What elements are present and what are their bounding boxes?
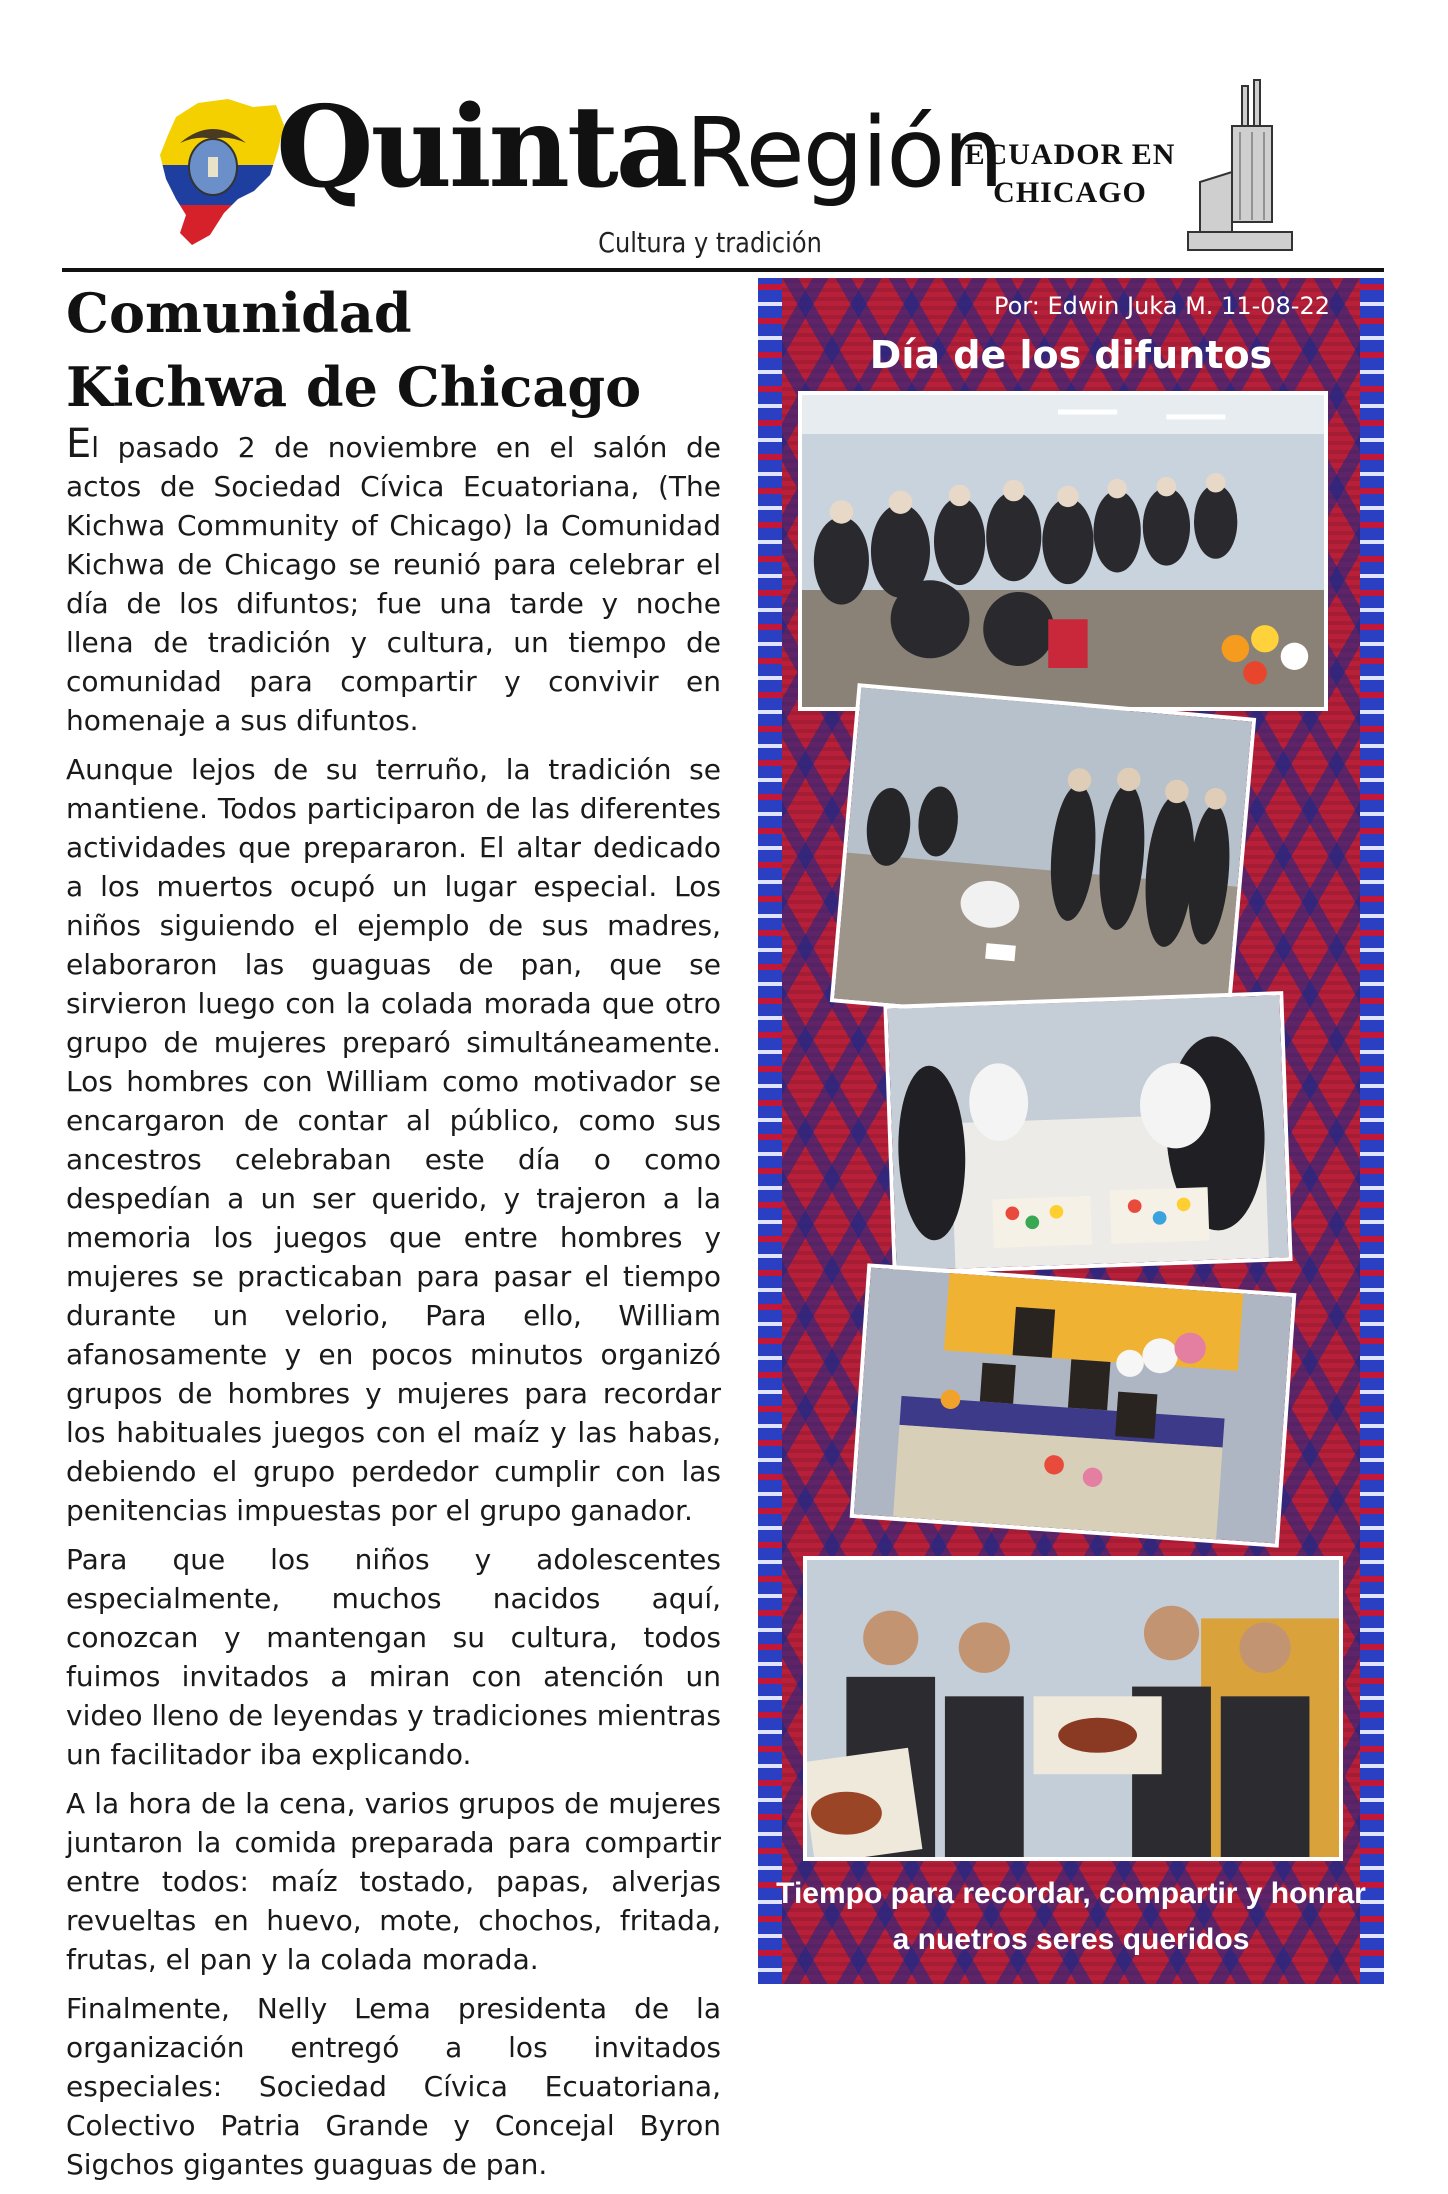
photo-altar (850, 1263, 1297, 1547)
panel-title: Día de los difuntos (869, 333, 1273, 377)
article-paragraph-5: Finalmente, Nelly Lema presidenta de la organización entregó a los invitados especiales: Sociedad Cívica Ecuatoriana, Colectivo Patria Grande y Concejal Byron Sigchos gigantes guaguas de pan. (66, 1992, 721, 2181)
caption-line-1: Tiempo para recordar, compartir y honrar (776, 1877, 1366, 1910)
headline-line-2: Kichwa de Chicago (66, 355, 642, 419)
woven-border-right (1360, 278, 1384, 1984)
article-paragraph-3: Para que los niños y adolescentes especialmente, muchos nacidos aquí, conozcan y mantengan su cultura, todos fuimos invitados a miran con atención un video lleno de leyendas y tradiciones mientras un facilitador iba explicando. (66, 1543, 721, 1771)
chicago-tower-icon (1180, 72, 1300, 257)
brand-bold: Quinta (276, 82, 686, 213)
ecuador-map-flag-logo (158, 95, 288, 250)
tagline: Cultura y tradición (598, 226, 822, 259)
masthead (0, 0, 1448, 275)
photo-bread-making (883, 991, 1292, 1275)
byline: Por: Edwin Juka M. 11-08-22 (994, 292, 1330, 320)
masthead-rule (62, 268, 1384, 272)
caption-line-2: a nuetros seres queridos (892, 1923, 1250, 1956)
photo-audience (798, 391, 1328, 711)
edition-label (950, 136, 1190, 212)
article-paragraph-2: Aunque lejos de su terruño, la tradición se mantiene. Todos participaron de las diferentes actividades que prepararon. El altar dedicado a los muertos ocupó un lugar especial. Los niños siguiendo el ejemplo de sus madres, elaboraron las guaguas de pan, que se sirvieron luego con la colada morada que otro grupo de mujeres preparó simultáneamente. Los hombres con William como motivador se encargaron de contar al público, como sus ancestros celebraban este día o como despedían a un ser querido, y trajeron a la memoria los juegos que entre hombres y mujeres se practicaban para pasar el tiempo durante un velorio, Para ello, William afanosamente y en pocos minutos organizó grupos de hombres y mujeres para recordar los habituales juegos con el maíz y las habas, debiendo el grupo perdedor cumplir con las penitencias impuestas por el grupo ganador. (66, 753, 721, 1527)
article-headline (66, 276, 726, 424)
edition-line-1: ECUADOR EN (964, 138, 1176, 171)
panel-caption (758, 1871, 1384, 1963)
article-paragraph-4: A la hora de la cena, varios grupos de mujeres juntaron la comida preparada para compartir entre todos: maíz tostado, papas, alverjas revueltas en huevo, mote, chochos, fritada, frutas, el pan y la colada morada. (66, 1787, 721, 1976)
headline-line-1: Comunidad (66, 281, 412, 345)
edition-line-2: CHICAGO (993, 176, 1147, 209)
article-paragraph-1 (66, 421, 721, 740)
photo-collage-panel (758, 278, 1384, 1984)
drop-cap: E (66, 421, 92, 467)
brand-wordmark (276, 82, 1002, 213)
brand-light: Región (685, 97, 1002, 209)
photo-group-bread (803, 1556, 1343, 1861)
article-paragraph-1-text: l pasado 2 de noviembre en el salón de actos de Sociedad Cívica Ecuatoriana, (The Kichwa Community of Chicago) la Comunidad Kichwa de Chicago se reunió para celebrar el día de los difuntos; fue una tarde y noche llena de tradición y cultura, un tiempo de comunidad para compartir y convivir en homenaje a sus difuntos. (66, 431, 721, 737)
article-body (66, 421, 721, 2194)
photo-gathering (830, 683, 1256, 1037)
woven-border-left (758, 278, 782, 1984)
